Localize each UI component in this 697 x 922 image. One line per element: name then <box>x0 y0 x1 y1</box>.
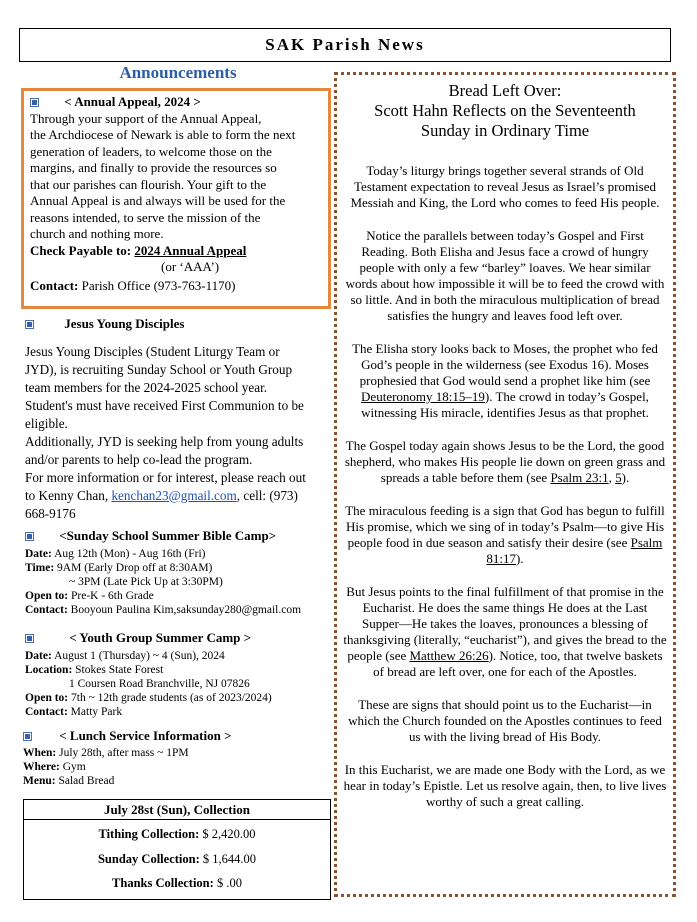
article-text: ). <box>516 551 524 566</box>
article-paragraph <box>343 584 667 680</box>
article-paragraph <box>343 503 667 567</box>
article-text: ). <box>621 470 630 485</box>
lunch-when-value: July 28th, after mass ~ 1PM <box>59 746 189 759</box>
annual-appeal-box <box>21 88 331 309</box>
bullet-icon <box>25 634 34 643</box>
youth-date-value: August 1 (Thursday) ~ 4 (Sun), 2024 <box>54 649 225 662</box>
collection-row <box>24 822 330 847</box>
youth-camp-title: < Youth Group Summer Camp > <box>69 630 252 645</box>
jyd-text-line: eligible. <box>25 415 68 431</box>
bible-camp-section <box>25 528 340 617</box>
collection-value: $ 1,644.00 <box>202 851 256 866</box>
lunch-heading <box>23 728 338 745</box>
bullet-icon <box>23 732 32 741</box>
appeal-contact-line <box>30 278 322 295</box>
camp-date <box>25 547 340 561</box>
article-paragraph: These are signs that should point us to the Eucharist—in which the Church founded on the Apostles continues to feed us with the living bread of His Body. <box>348 697 662 744</box>
camp-open <box>25 589 340 603</box>
collection-label: Sunday Collection: <box>97 851 200 866</box>
lunch-where <box>23 760 338 774</box>
jyd-text-line: Student's must have received First Communion to be <box>25 397 304 413</box>
jyd-section <box>25 316 343 523</box>
youth-open <box>25 691 340 705</box>
article-panel <box>334 72 676 897</box>
appeal-text-line: margins, and finally to provide the resources so <box>30 160 277 175</box>
collection-heading: July 28st (Sun), Collection <box>24 800 330 820</box>
appeal-text-line: Annual Appeal is and always will be used for the <box>30 193 286 208</box>
article-paragraph <box>343 341 667 421</box>
camp-open-value: Pre-K - 6th Grade <box>71 589 154 602</box>
appeal-text-line: reasons intended, to serve the mission of the <box>30 209 261 225</box>
lunch-when-label: When: <box>23 746 57 759</box>
article-text: , <box>608 470 616 485</box>
jyd-text-line: Additionally, JYD is seeking help from young adults <box>25 433 304 449</box>
lunch-menu-value: Salad Bread <box>58 774 115 787</box>
bible-camp-title: <Sunday School Summer Bible Camp> <box>59 528 277 543</box>
camp-time <box>25 561 340 575</box>
article-title-line: Scott Hahn Reflects on the Seventeenth <box>374 101 636 120</box>
appeal-text-line: Through your support of the Annual Appeal, <box>30 110 262 126</box>
camp-contact-label: Contact: <box>25 603 68 616</box>
announcements-heading: Announcements <box>119 63 237 82</box>
collection-value: $ .00 <box>216 876 242 890</box>
lunch-title: < Lunch Service Information > <box>59 728 232 743</box>
youth-camp-section <box>25 630 340 719</box>
collection-row <box>24 871 330 896</box>
lunch-where-label: Where: <box>23 760 60 773</box>
article-title-line: Bread Left Over: <box>448 81 562 100</box>
article-paragraph: Today’s liturgy brings together several strands of Old Testament expectation to reveal Jesus as Israel’s promised Messiah and King, the Lord who comes to feed His people. <box>350 163 660 210</box>
youth-location-label: Location: <box>25 663 73 676</box>
check-payable-line <box>30 243 322 260</box>
youth-location <box>25 663 340 677</box>
jyd-text-line: Jesus Young Disciples (Student Liturgy Team or <box>25 343 280 359</box>
jyd-text-line: For more information or for interest, please reach out <box>25 469 306 485</box>
annual-appeal-heading <box>30 94 322 111</box>
youth-camp-heading <box>25 630 340 647</box>
lunch-menu-label: Menu: <box>23 774 56 787</box>
appeal-contact-label: Contact: <box>30 277 79 293</box>
appeal-text-line: that our parishes can flourish. Your gift to the <box>30 176 267 192</box>
collection-value: $ 2,420.00 <box>202 827 256 841</box>
article-text: But Jesus points to the final fulfillment of that promise in the Eucharist. He does the same things He does at the Last Supper—He takes the loaves, pronounces a blessing of thanksgiving (literally, “eucharist”), and gives the bread to the people (see <box>343 584 667 663</box>
bullet-icon <box>25 320 34 329</box>
jyd-text-line: JYD), is recruiting Sunday School or Youth Group <box>25 361 293 377</box>
camp-contact-value: Booyoun Paulina Kim,saksunday280@gmail.com <box>70 603 302 616</box>
collection-row <box>24 847 330 872</box>
appeal-text-line: the Archdiocese of Newark is able to form the next <box>30 127 296 142</box>
scripture-link[interactable]: 5 <box>615 470 622 485</box>
article-text: ). Notice, too, that twelve baskets of bread are left over, one for each of the Apostles. <box>373 648 663 679</box>
jyd-cell-number: 668-9176 <box>25 505 76 521</box>
youth-location-address: 1 Coursen Road Branchville, NJ 07826 <box>69 677 250 690</box>
youth-contact-value: Matty Park <box>70 705 123 718</box>
article-text: The miraculous feeding is a sign that God has begun to fulfill His promise, which we sing of in today’s Psalm—to give His people food in due season and satisfy their desire (see <box>345 503 665 550</box>
collection-label: Tithing Collection: <box>98 827 200 841</box>
jyd-email-link[interactable]: kenchan23@gmail.com <box>111 487 237 503</box>
camp-time-value: 9AM (Early Drop off at 8:30AM) <box>57 561 213 574</box>
camp-time-label: Time: <box>25 561 55 574</box>
youth-date-label: Date: <box>25 649 52 662</box>
scripture-link[interactable]: Deuteronomy 18:15–19 <box>361 389 485 404</box>
jyd-text-line: and/or parents to help co-lead the program. <box>25 451 253 467</box>
article-paragraph <box>343 438 667 486</box>
check-payable-label: Check Payable to: <box>30 242 132 258</box>
appeal-text-line: generation of leaders, to welcome those on the <box>30 143 272 159</box>
article-title <box>343 81 667 141</box>
lunch-where-value: Gym <box>62 760 86 773</box>
bullet-icon <box>30 98 39 107</box>
jyd-heading <box>25 316 343 333</box>
youth-contact <box>25 705 340 719</box>
youth-open-label: Open to: <box>25 691 69 704</box>
lunch-section <box>23 728 338 788</box>
jyd-contact-line <box>25 487 343 505</box>
camp-time-end: ~ 3PM (Late Pick Up at 3:30PM) <box>69 575 223 588</box>
newsletter-title: SAK Parish News <box>19 28 671 62</box>
jyd-cell-label: , cell: (973) <box>236 487 298 503</box>
article-text: The Elisha story looks back to Moses, the prophet who fed God’s people in the wilderness (see Exodus 16). Moses prophesied that God would send a prophet like him (see <box>352 341 658 388</box>
check-payable-value: 2024 Annual Appeal <box>134 242 247 258</box>
bible-camp-heading <box>25 528 340 545</box>
appeal-text-line: church and nothing more. <box>30 226 164 241</box>
appeal-contact-value: Parish Office (973-763-1170) <box>81 277 236 293</box>
youth-location-value: Stokes State Forest <box>75 663 164 676</box>
collection-box <box>23 799 331 900</box>
camp-open-label: Open to: <box>25 589 69 602</box>
jyd-contact-prefix: to Kenny Chan, <box>25 487 109 503</box>
article-text: ). The crowd in today’s Gospel, witnessing His miracle, identifies Jesus as that prophet. <box>361 389 649 420</box>
youth-contact-label: Contact: <box>25 705 68 718</box>
article-paragraph: In this Eucharist, we are made one Body with the Lord, as we hear in today’s Epistle. Let us resolve again, then, to live lives worthy of such a great calling. <box>343 762 667 809</box>
youth-date <box>25 649 340 663</box>
jyd-text-line: team members for the 2024-2025 school year. <box>25 379 268 395</box>
annual-appeal-title: < Annual Appeal, 2024 > <box>64 94 201 109</box>
article-title-line: Sunday in Ordinary Time <box>420 121 590 140</box>
lunch-menu <box>23 774 338 788</box>
article-text: The Gospel today again shows Jesus to be the Lord, the good shepherd, who makes His people lie down on green grass and spreads a table before them (see <box>344 438 666 485</box>
scripture-link[interactable]: Psalm 23:1 <box>550 470 609 485</box>
appeal-aka: (or ‘AAA’) <box>161 259 220 274</box>
bullet-icon <box>25 532 34 541</box>
lunch-when <box>23 746 338 760</box>
youth-open-value: 7th ~ 12th grade students (as of 2023/2024) <box>71 691 272 704</box>
article-paragraph: Notice the parallels between today’s Gospel and First Reading. Both Elisha and Jesus face a crowd of hungry people with only a few “barley” loaves. We hear similar words about how impossible it will be to feed the crowd with so little. And in both the miraculous multiplication of bread satisfies the hungry and leaves food left over. <box>345 228 665 323</box>
collection-label: Thanks Collection: <box>112 876 214 890</box>
camp-date-label: Date: <box>25 547 52 560</box>
scripture-link[interactable]: Matthew 26:26 <box>409 648 489 663</box>
camp-date-value: Aug 12th (Mon) - Aug 16th (Fri) <box>54 547 206 560</box>
scripture-link[interactable]: Psalm 81:17 <box>486 535 663 566</box>
jyd-title: Jesus Young Disciples <box>64 316 185 331</box>
camp-contact <box>25 603 340 617</box>
